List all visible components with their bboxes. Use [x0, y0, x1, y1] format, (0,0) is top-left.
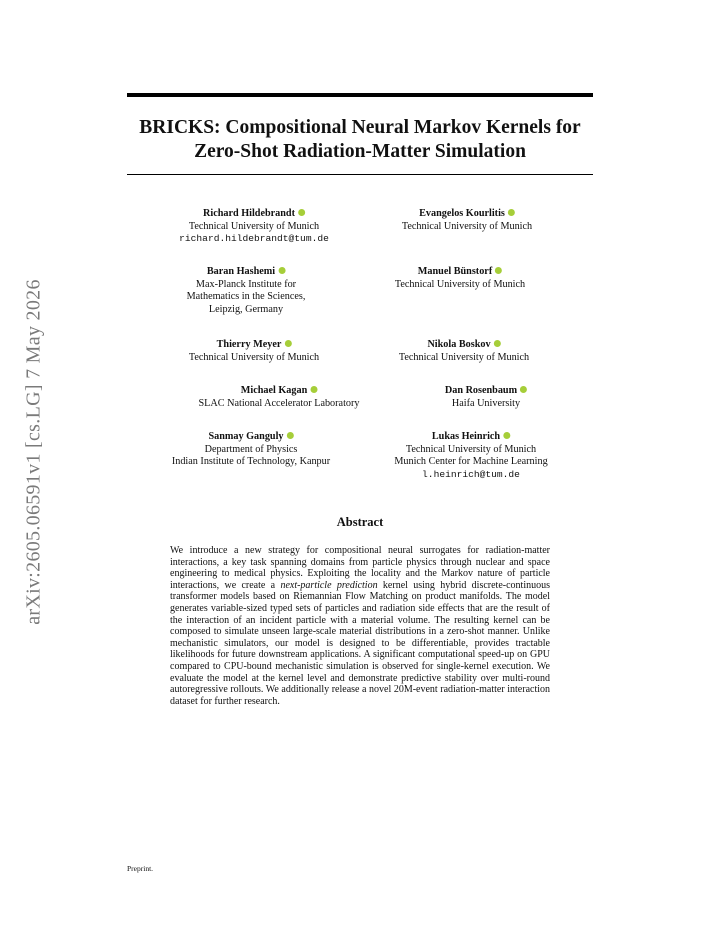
author-name: Dan Rosenbaum [444, 385, 518, 396]
author-affiliation: Max-Planck Institute for [195, 278, 297, 290]
author-affiliation: Technical University of Munich [394, 278, 526, 290]
author-affiliation: Technical University of Munich [188, 351, 320, 363]
author-block [179, 208, 329, 246]
orcid-icon[interactable] [495, 267, 502, 274]
orcid-icon[interactable] [494, 340, 501, 347]
author-name: Sanmay Ganguly [208, 431, 284, 442]
author-block [187, 266, 306, 316]
orcid-icon[interactable] [310, 386, 317, 393]
author-name: Lukas Heinrich [431, 431, 501, 442]
author-name: Evangelos Kourlitis [419, 208, 505, 219]
author-affiliation: Technical University of Munich [401, 220, 533, 232]
author-block [395, 266, 525, 291]
author-block [399, 339, 529, 364]
orcid-icon[interactable] [298, 209, 305, 216]
abstract-text: kernel using hybrid discrete-continuous transformer models based on Riemannian Flow Matching on product manifolds. The model generates variable-sized typed sets of particles and radiation side effects that are the result of the interaction of an incident particle with a material volume. The resulting kernel can be composed to simulate unseen large-scale material distributions in a zero-shot manner. Unlike mechanistic simulators, our model is designed to be differentiable, provides tractable likelihoods for future downstream applications. A significant computational speed-up on GPU compared to CPU-bound mechanistic simulation is observed for single-kernel execution. We evaluate the model at the kernel level and demonstrate predictive stability over multi-round autoregressive rollouts. We additionally release a novel 20M-event radiation-matter interaction dataset for further research. [170, 579, 550, 707]
orcid-icon[interactable] [520, 386, 527, 393]
author-block [189, 339, 319, 364]
author-block [172, 431, 330, 469]
preprint-footer: Preprint. [127, 864, 154, 873]
title-rule-top [127, 93, 593, 97]
author-email[interactable]: l.heinrich@tum.de [422, 468, 520, 480]
title-line-2: Zero-Shot Radiation-Matter Simulation [194, 141, 526, 162]
orcid-icon[interactable] [508, 209, 515, 216]
author-block [199, 385, 360, 410]
author-affiliation: Technical University of Munich [405, 443, 537, 455]
abstract-emphasis: next-particle prediction [280, 579, 378, 591]
title-line-1: BRICKS: Compositional Neural Markov Kernels for [139, 117, 581, 138]
author-name: Baran Hashemi [206, 266, 276, 277]
author-affiliation: Munich Center for Machine Learning [394, 456, 548, 468]
author-email[interactable]: richard.hildebrandt@tum.de [179, 233, 329, 245]
author-block [445, 385, 527, 410]
author-name: Manuel Bünstorf [417, 266, 493, 277]
author-affiliation: Department of Physics [204, 443, 298, 455]
orcid-icon[interactable] [287, 432, 294, 439]
author-affiliation: Technical University of Munich [398, 351, 530, 363]
author-block [394, 431, 547, 481]
author-affiliation: Technical University of Munich [188, 220, 320, 232]
author-affiliation: Indian Institute of Technology, Kanpur [171, 456, 331, 468]
author-affiliation: Mathematics in the Sciences, [186, 291, 306, 303]
abstract-body [170, 545, 550, 707]
title-rule-bottom [127, 174, 593, 175]
abstract-heading: Abstract [336, 515, 384, 529]
arxiv-identifier: arXiv:2605.06591v1 [cs.LG] 7 May 2026 [22, 279, 45, 625]
author-name: Richard Hildebrandt [203, 208, 295, 219]
author-block [402, 208, 532, 233]
orcid-icon[interactable] [284, 340, 291, 347]
author-name: Nikola Boskov [427, 339, 491, 350]
abstract-text: We introduce a new strategy for compositional neural surrogates for radiation-matter interactions, a key task spanning domains from particle physics through nuclear and space engineering to medical physics. Exploiting the locality and the Markov nature of particle interactions, we create a [170, 545, 550, 591]
author-affiliation: Leipzig, Germany [208, 303, 284, 315]
author-name: Thierry Meyer [216, 339, 282, 350]
orcid-icon[interactable] [278, 267, 285, 274]
author-affiliation: SLAC National Accelerator Laboratory [198, 397, 360, 409]
author-name: Michael Kagan [240, 385, 308, 396]
author-affiliation: Haifa University [451, 397, 521, 409]
orcid-icon[interactable] [503, 432, 510, 439]
paper-title [127, 116, 593, 164]
